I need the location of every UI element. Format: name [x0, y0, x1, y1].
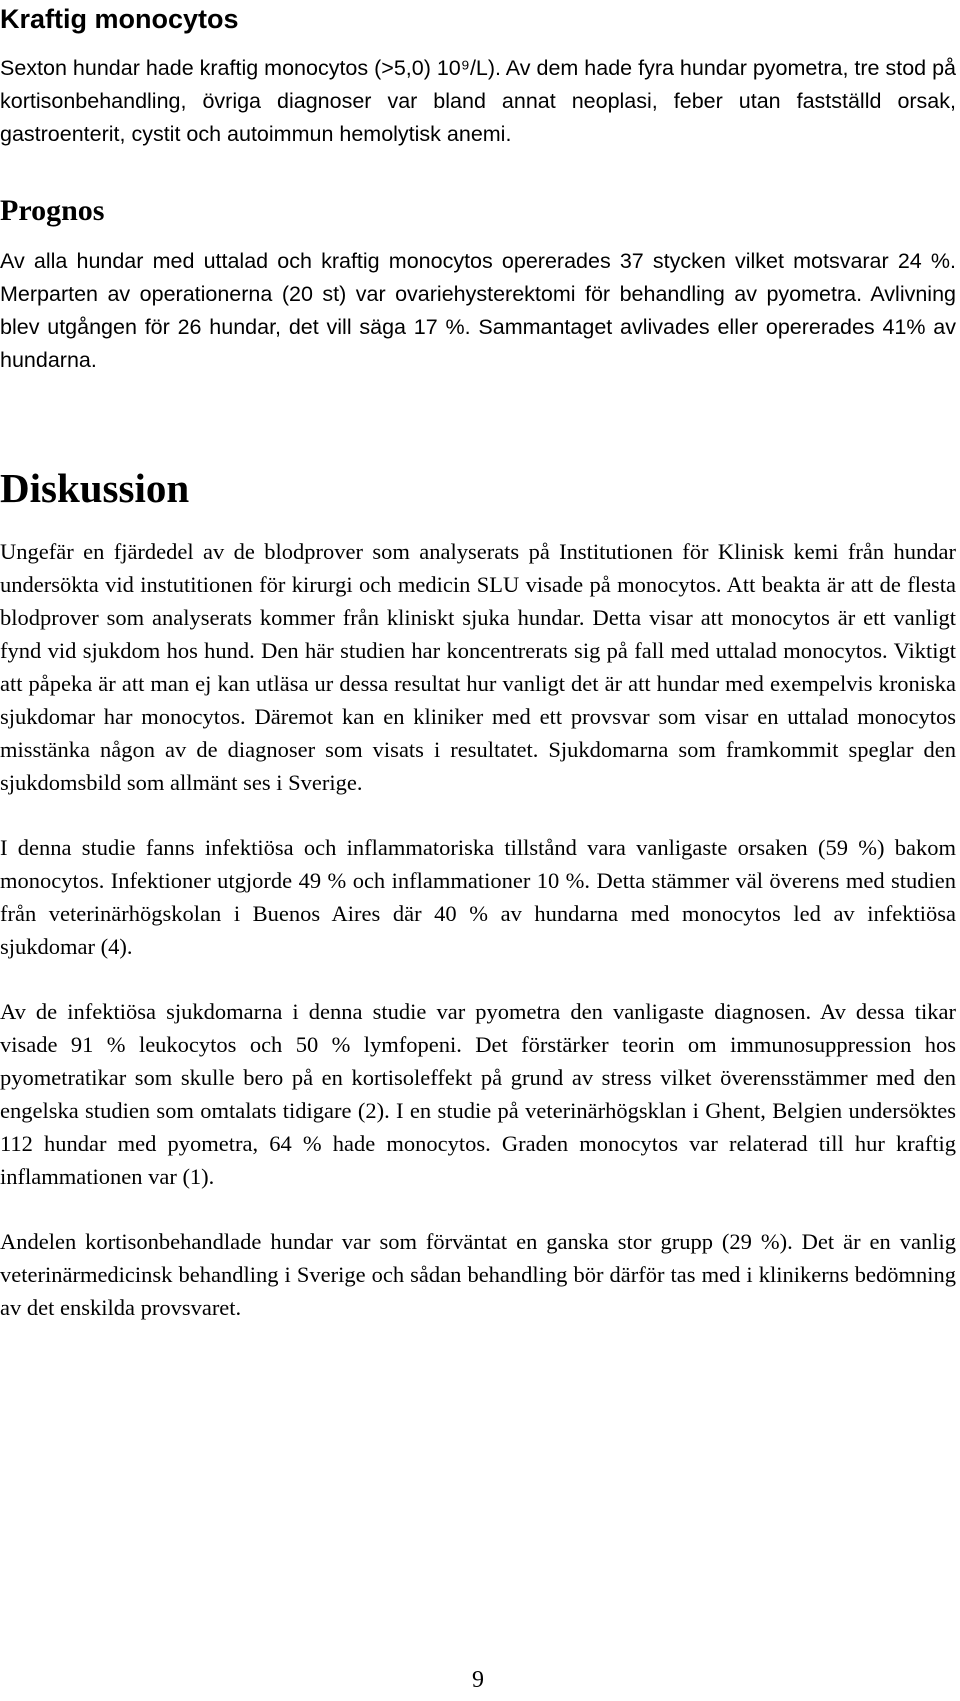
- section-heading-diskussion: Diskussion: [0, 465, 190, 511]
- paragraph-prognos: Av alla hundar med uttalad och kraftig monocytos opererades 37 stycken vilket motsvarar 24 %. Merparten av operationerna (20 st) var ovariehysterektomi för behandling av pyometra. Avlivning blev utgången för 26 hundar, det vill säga 17 %. Sammantaget avlivades eller opererades 41% av hundarna.: [0, 249, 956, 372]
- page-number: 9: [472, 1667, 484, 1693]
- spacer: [0, 151, 956, 195]
- paragraph-diskussion-3: Av de infektiösa sjukdomarna i denna studie var pyometra den vanligaste diagnosen. Av dessa tikar visade 91 % leukocytos och 50 % lymfopeni. Det förstärker teorin om immunosuppression hos pyometratikar som skulle bero på en kortisoleffekt på grund av stress vilket överensstämmer med den engelska studien som omtalats tidigare (2). I en studie på veterinärhögsklan i Ghent, Belgien undersöktes 112 hundar med pyometra, 64 % hade monocytos. Graden monocytos var relaterad till hur kraftig inflammationen var (1).: [0, 999, 956, 1189]
- spacer: [0, 963, 956, 995]
- paragraph-diskussion-4: Andelen kortisonbehandlade hundar var som förväntat en ganska stor grupp (29 %). Det är en vanlig veterinärmedicinsk behandling i Sverige och sådan behandling bör därför tas med i klinikerns bedömning av det enskilda provsvaret.: [0, 1229, 956, 1320]
- paragraph-kraftig-monocytos: Sexton hundar hade kraftig monocytos (>5,0) 10⁹/L). Av dem hade fyra hundar pyometra, tre stod på kortisonbehandling, övriga diagnoser var bland annat neoplasi, feber utan fastställd orsak, gastroenterit, cystit och autoimmun hemolytisk anemi.: [0, 56, 956, 146]
- section-heading-prognos: Prognos: [0, 194, 105, 227]
- paragraph-diskussion-1: Ungefär en fjärdedel av de blodprover som analyserats på Institutionen för Klinisk kemi från hundar undersökta vid instutitionen för kirurgi och medicin SLU visade på monocytos. Att beakta är att de flesta blodprover som analyserats kommer från kliniskt sjuka hundar. Detta visar att monocytos är ett vanligt fynd vid sjukdom hos hund. Den här studien har koncentrerats sig på fall med uttalad monocytos. Viktigt att påpeka är att man ej kan utläsa ur dessa resultat hur vanligt det är att hundar med exempelvis kroniska sjukdomar har monocytos. Däremot kan en kliniker med ett provsvar som visar en uttalad monocytos misstänka någon av de diagnoser som visats i resultatet. Sjukdomarna som framkommit speglar den sjukdomsbild som allmänt ses i Sverige.: [0, 539, 956, 795]
- spacer: [0, 799, 956, 831]
- paragraph-diskussion-2: I denna studie fanns infektiösa och inflammatoriska tillstånd vara vanligaste orsaken (59 %) bakom monocytos. Infektioner utgjorde 49 % och inflammationer 10 %. Detta stämmer väl överens med studien från veterinärhögskolan i Buenos Aires där 40 % av hundarna med monocytos led av infektiösa sjukdomar (4).: [0, 835, 956, 959]
- spacer: [0, 1193, 956, 1225]
- spacer: [0, 377, 956, 465]
- section-heading-kraftig-monocytos: Kraftig monocytos: [0, 4, 239, 34]
